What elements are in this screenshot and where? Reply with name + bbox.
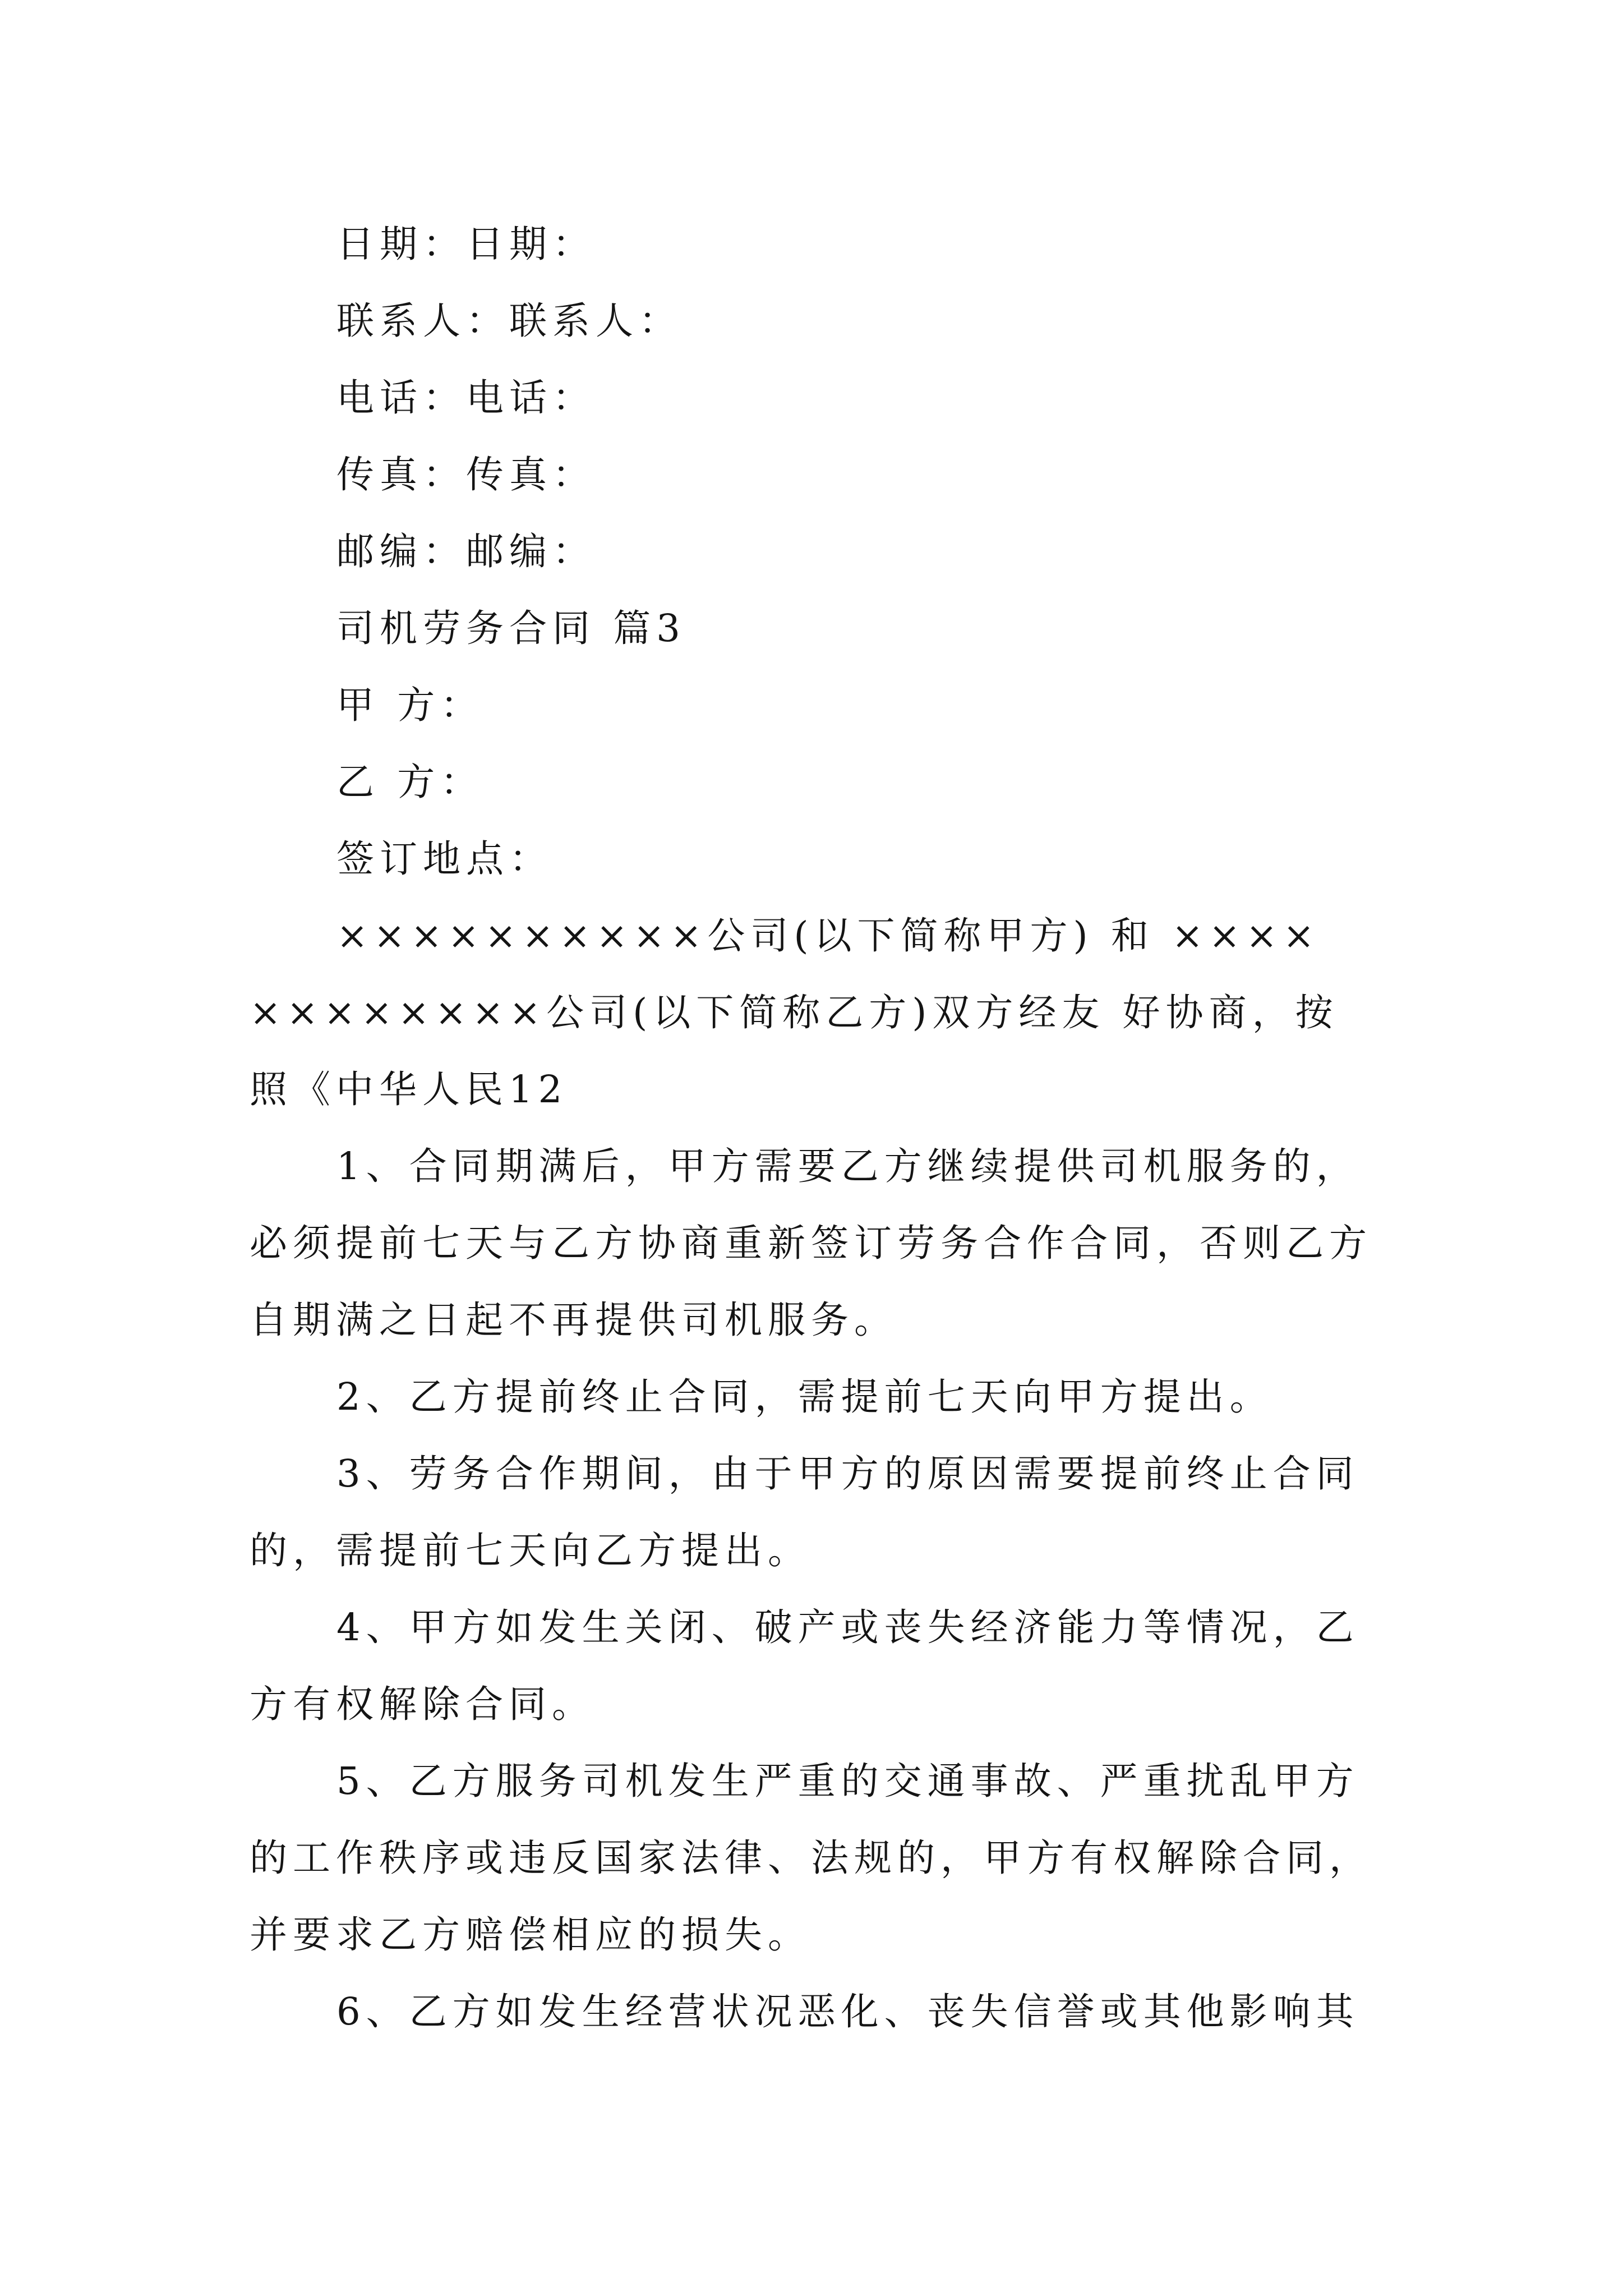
clause-1-line: 1、合同期满后，甲方需要乙方继续提供司机服务的， bbox=[336, 1144, 1359, 1188]
fax-line: 传真：传真： bbox=[336, 453, 596, 496]
clause-5-line: 的工作秩序或违反国家法律、法规的，甲方有权解除合同， bbox=[250, 1836, 1372, 1880]
phone-line: 电话：电话： bbox=[336, 376, 596, 420]
clause-5-line: 5、乙方服务司机发生严重的交通事故、严重扰乱甲方 bbox=[336, 1759, 1359, 1803]
intro-paragraph-line: ××××××××××公司(以下简称甲方) 和 ×××× bbox=[336, 914, 1320, 958]
date-line: 日期：日期： bbox=[336, 222, 596, 266]
intro-paragraph-line: ××××××××公司(以下简称乙方)双方经友 好协商，按 bbox=[250, 991, 1339, 1034]
contact-line: 联系人：联系人： bbox=[336, 299, 682, 343]
clause-3-line: 的，需提前七天向乙方提出。 bbox=[250, 1529, 811, 1572]
postcode-line: 邮编：邮编： bbox=[336, 530, 596, 573]
clause-1-line: 必须提前七天与乙方协商重新签订劳务合作合同，否则乙方 bbox=[250, 1221, 1372, 1265]
section-title: 司机劳务合同 篇3 bbox=[336, 606, 686, 650]
clause-6-line: 6、乙方如发生经营状况恶化、丧失信誉或其他影响其 bbox=[336, 1990, 1359, 2033]
clause-4-line: 方有权解除合同。 bbox=[250, 1682, 595, 1726]
signing-place-line: 签订地点： bbox=[336, 837, 552, 881]
clause-2-line: 2、乙方提前终止合同，需提前七天向甲方提出。 bbox=[336, 1375, 1273, 1419]
clause-3-line: 3、劳务合作期间，由于甲方的原因需要提前终止合同 bbox=[336, 1452, 1359, 1496]
clause-5-line: 并要求乙方赔偿相应的损失。 bbox=[250, 1913, 811, 1957]
clause-1-line: 自期满之日起不再提供司机服务。 bbox=[250, 1298, 897, 1342]
party-a-line: 甲 方： bbox=[336, 683, 484, 727]
intro-paragraph-line: 照《中华人民12 bbox=[250, 1068, 568, 1111]
party-b-line: 乙 方： bbox=[336, 760, 484, 804]
clause-4-line: 4、甲方如发生关闭、破产或丧失经济能力等情况，乙 bbox=[336, 1605, 1359, 1649]
